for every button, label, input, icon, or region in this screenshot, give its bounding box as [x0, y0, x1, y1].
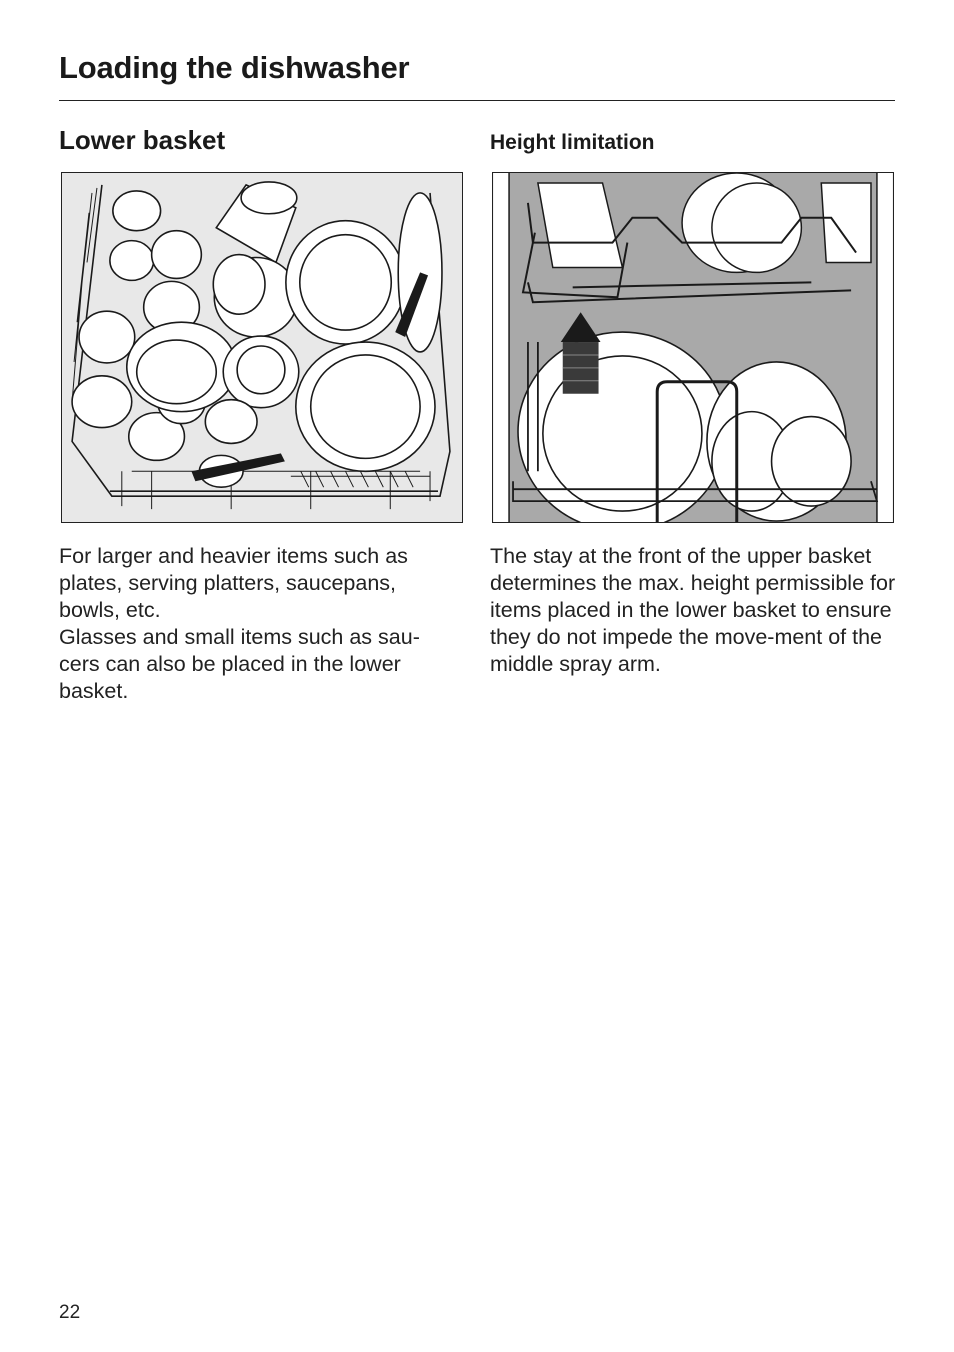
- paragraph: For larger and heavier items such as plates, serving platters, saucepans, bowls, etc.: [59, 544, 408, 622]
- page-title: Loading the dishwasher: [59, 50, 410, 85]
- height-limitation-description: [490, 543, 910, 678]
- height-limitation-illustration: [492, 172, 894, 523]
- page-number: 22: [59, 1302, 81, 1323]
- paragraph: Glasses and small items such as sau-cers can also be placed in the lower basket.: [59, 625, 420, 703]
- section-heading-height-limitation: Height limitation: [490, 131, 655, 154]
- section-heading-lower-basket: Lower basket: [59, 125, 226, 155]
- paragraph: The stay at the front of the upper basket determines the max. height permissible for items placed in the lower basket to ensure they do not impede the move-ment of the middle spray arm.: [490, 544, 896, 676]
- lower-basket-illustration: [61, 172, 463, 523]
- title-divider: [59, 100, 895, 101]
- lower-basket-description: [59, 543, 459, 705]
